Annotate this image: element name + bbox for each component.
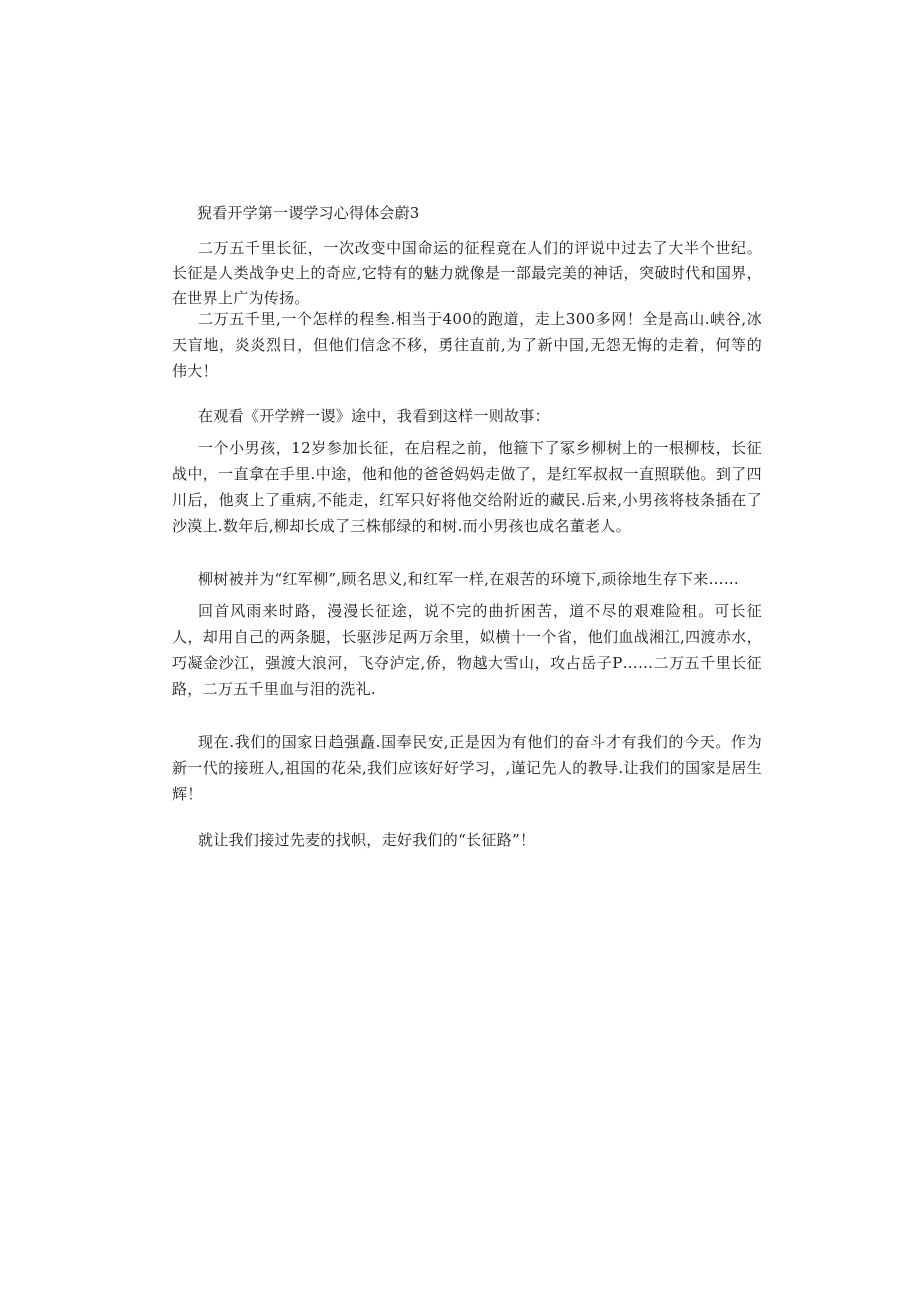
paragraph-1: 二万五千里长征，一次改变中国命运的征程竟在人们的评说中过去了大半个世纪。长征是人类战争史上的奇应,它特有的魅力就像是一部最完美的神话，突破时代和国界，在世界上广为传扬。 [172, 239, 762, 307]
paragraph-8: 就让我们接过先麦的找帜，走好我们的“长征路”！ [198, 831, 536, 849]
document-title: 猊看开学第一谡学习心得体会蔚3 [197, 204, 420, 222]
paragraph-2: 二万五千里,一个怎样的程叁.相当于400的跑道，走上300多网！全是高山.峡谷,冰天盲地，炎炎烈日，但他们信念不移，勇往直前,为了新中国,无怨无悔的走着，何等的伟大！ [172, 310, 762, 380]
paragraph-5: 柳树被并为“红军柳”,顾名思义,和红军一样,在艰苦的环境下,顽徐地生存下来…… [198, 570, 740, 588]
paragraph-7: 现在.我们的国家日趋强矗.国奉民安,正是因为有他们的奋斗才有我们的今天。作为新一代的接班人,祖国的花朵,我们应该好好学习，,谨记先人的教导.让我们的国家是居生辉！ [172, 733, 762, 803]
paragraph-4: 一个小男孩，12岁参加长征，在启程之前，他箍下了冢乡柳树上的一根柳枝，长征战中，一直拿在手里.中途，他和他的爸爸妈妈走做了，是红军叔叔一直照联他。到了四川后，他爽上了重病,不能走，红军只好将他交给附近的藏民.后来,小男孩将枝条插在了沙漠上.数年后,柳却长成了三株郁绿的和树.而小男孩也成名董老人。 [172, 439, 762, 535]
paragraph-6: 回首风雨来时路，漫漫长征途，说不完的曲折困苦，道不尽的艰难险租。可长征人，却用自己的两条腿，长驱涉足两万余里，姒横十一个省，他们血战湘江,四渡赤水，巧凝金沙江，强渡大浪河，飞夺泸定,侨，物越大雪山，攻占岳子P……二万五千里长征路，二万五千里血与泪的洗礼. [172, 602, 762, 698]
paragraph-3: 在观看《开学辨一谡》途中，我看到这样一则故事： [198, 407, 550, 425]
